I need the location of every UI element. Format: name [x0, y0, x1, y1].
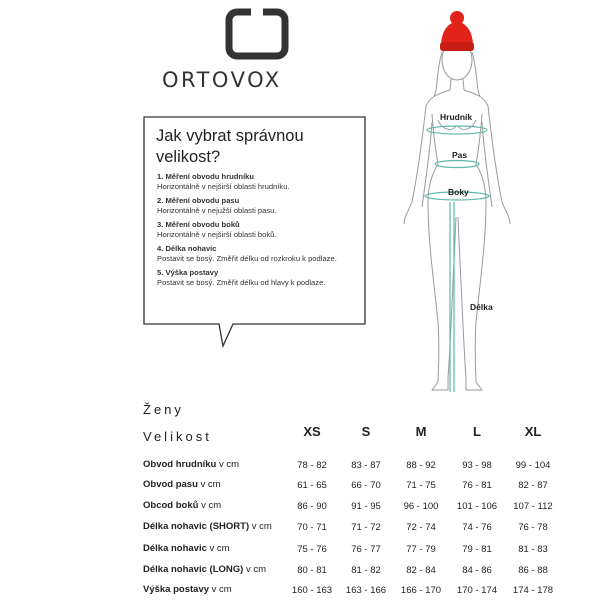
step-text: Postavit se bosý. Změřit délku od hlavy k podlaze. [157, 278, 326, 287]
size-header-xs: XS [303, 424, 321, 439]
table-cell: 174 - 178 [512, 585, 554, 596]
table-cell: 78 - 82 [297, 460, 327, 471]
table-cell: 83 - 87 [351, 460, 381, 471]
table-cell: 82 - 87 [518, 480, 548, 491]
guide-step [157, 220, 362, 240]
table-row-label [143, 459, 239, 470]
table-cell: 160 - 163 [291, 585, 333, 596]
table-cell: 99 - 104 [515, 460, 551, 471]
table-cell: 93 - 98 [462, 460, 492, 471]
step-text: Horizontálně v nejužší oblasti pasu. [157, 206, 277, 215]
row-unit: v cm [201, 500, 222, 511]
brand-logo [150, 6, 320, 92]
row-label-text: Obcod boků [143, 500, 199, 511]
table-cell: 80 - 81 [297, 565, 327, 576]
step-text: Horizontálně v nejširší oblasti boků. [157, 230, 277, 239]
table-cell: 61 - 65 [297, 480, 327, 491]
table-cell: 96 - 100 [403, 501, 439, 512]
table-cell: 76 - 78 [518, 522, 548, 533]
step-heading: 1. Měření obvodu hrudníku [157, 172, 255, 181]
size-header-l: L [473, 424, 481, 439]
row-unit: v cm [200, 479, 221, 490]
size-header-s: S [361, 424, 371, 439]
row-label-text: Obvod pasu [143, 479, 198, 490]
table-row-label [143, 564, 266, 575]
table-cell: 74 - 76 [462, 522, 492, 533]
table-cell: 84 - 86 [462, 565, 492, 576]
step-heading: 3. Měření obvodu boků [157, 220, 240, 229]
guide-step [157, 244, 362, 264]
table-cell: 70 - 71 [297, 522, 327, 533]
table-cell: 72 - 74 [406, 522, 436, 533]
guide-step [157, 196, 362, 216]
row-label-text: Délka nohavic (SHORT) [143, 521, 250, 532]
table-cell: 166 - 170 [400, 585, 442, 596]
guide-step [157, 268, 362, 288]
waist-label: Pas [452, 150, 468, 160]
step-heading: 2. Měření obvodu pasu [157, 196, 240, 205]
table-cell: 81 - 83 [518, 544, 548, 555]
row-unit: v cm [211, 584, 232, 595]
hips-label: Boky [448, 187, 469, 197]
size-header-m: M [415, 424, 427, 439]
table-cell: 88 - 92 [406, 460, 436, 471]
brand-name: ORTOVOX [162, 68, 282, 92]
table-cell: 107 - 112 [513, 501, 553, 512]
step-text: Postavit se bosý. Změřit délku od rozkroku k podlaze. [157, 254, 337, 263]
table-cell: 79 - 81 [462, 544, 492, 555]
table-cell: 76 - 81 [462, 480, 492, 491]
ortovox-logo-icon [225, 8, 289, 60]
table-cell: 101 - 106 [456, 501, 498, 512]
woman-silhouette-icon [392, 2, 522, 400]
table-cell: 86 - 90 [297, 501, 327, 512]
length-label: Délka [470, 302, 493, 312]
size-guide-bubble [143, 116, 366, 324]
guide-steps [157, 172, 362, 292]
table-cell: 86 - 88 [518, 565, 548, 576]
size-column-header: Velikost [143, 429, 212, 444]
table-row-label [143, 584, 232, 595]
table-title: Ženy [143, 402, 184, 417]
size-header-xl: XL [524, 424, 542, 439]
step-heading: 5. Výška postavy [157, 268, 219, 277]
row-label-text: Obvod hrudníku [143, 459, 217, 470]
table-row-label [143, 543, 230, 554]
table-cell: 77 - 79 [406, 544, 436, 555]
chest-label: Hrudník [440, 112, 473, 122]
table-cell: 170 - 174 [456, 585, 498, 596]
table-row-label [143, 521, 272, 532]
row-unit: v cm [251, 521, 272, 532]
table-cell: 82 - 84 [406, 565, 436, 576]
table-cell: 75 - 76 [297, 544, 327, 555]
row-unit: v cm [209, 543, 230, 554]
row-label-text: Délka nohavic (LONG) [143, 564, 244, 575]
table-cell: 81 - 82 [351, 565, 381, 576]
table-cell: 71 - 72 [351, 522, 381, 533]
table-cell: 163 - 166 [345, 585, 387, 596]
table-row-label [143, 479, 221, 490]
body-figure [392, 2, 522, 400]
row-label-text: Délka nohavic [143, 543, 207, 554]
table-cell: 91 - 95 [351, 501, 381, 512]
table-row-label [143, 500, 221, 511]
table-cell: 66 - 70 [351, 480, 381, 491]
row-unit: v cm [245, 564, 267, 575]
row-label-text: Výška postavy [143, 584, 210, 595]
step-text: Horizontálně v nejširší oblasti hrudníku. [157, 182, 290, 191]
table-cell: 76 - 77 [351, 544, 381, 555]
guide-step [157, 172, 362, 192]
guide-title: Jak vybrat správnou velikost? [156, 127, 304, 166]
step-heading: 4. Délka nohavic [157, 244, 217, 253]
table-cell: 71 - 75 [406, 480, 436, 491]
row-unit: v cm [219, 459, 240, 470]
